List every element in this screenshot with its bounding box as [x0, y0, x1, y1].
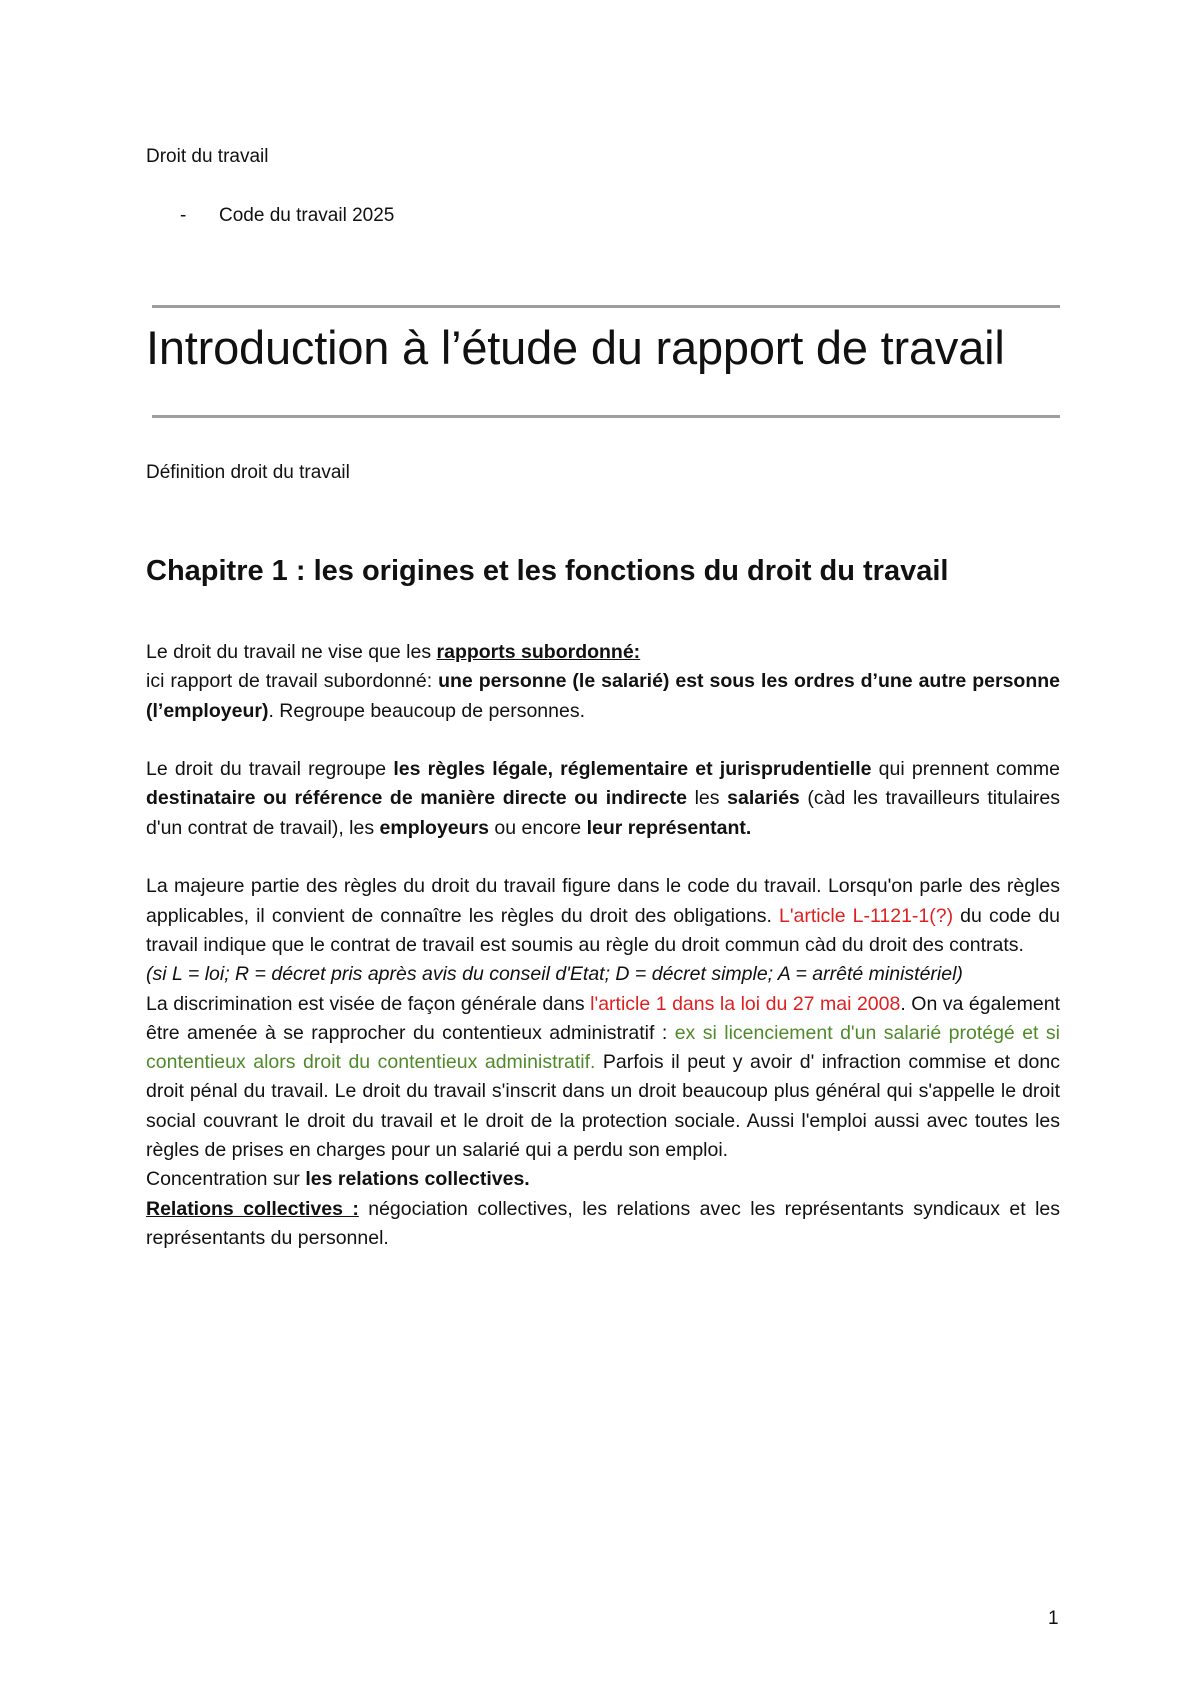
paragraph-4	[146, 872, 1060, 960]
p3-s1: Le droit du travail regroupe	[146, 758, 394, 781]
bullet-marker: -	[180, 205, 187, 226]
p6-example: ex si licenciement d'un salarié protégé et si contentieux alors droit du contentieux administratif.	[146, 1021, 1060, 1074]
p3-b4: employeurs	[379, 816, 489, 839]
p6-law-ref: l'article 1 dans la loi du 27 mai 2008	[590, 992, 901, 1015]
p7-bold: les relations collectives.	[305, 1168, 530, 1191]
body-text	[146, 638, 1060, 1253]
page-title: Introduction à l’étude du rapport de travail	[146, 321, 1005, 374]
p2-rest: . Regroupe beaucoup de personnes.	[268, 699, 586, 722]
paragraph-5	[146, 960, 1060, 989]
p1-term: rapports subordonné:	[436, 641, 641, 663]
title-top-rule	[152, 305, 1060, 308]
p3-s5: ou encore	[488, 816, 587, 839]
p3-s3: les	[686, 787, 728, 810]
p3-s4: (càd les travailleurs titulaires d'un contrat de travail), les	[146, 787, 1060, 839]
p6-s1: La discrimination est visée de façon générale dans	[146, 992, 591, 1015]
p4-article-ref: L'article L-1121-1(?)	[778, 904, 954, 927]
paragraph-6	[146, 990, 1060, 1166]
p6-s3: Parfois il peut y avoir d' infraction commise et donc droit pénal du travail. Le droit du travail s'inscrit dans un droit beaucoup plus général qui s'appelle le droit social couvrant le droit du travail et le droit de la protection sociale. Aussi l'emploi aussi avec toutes les règles de prises en charges pour un salarié qui a perdu son emploi.	[146, 1051, 1060, 1162]
p8-rest: négociation collectives, les relations avec les représentants syndicaux et les représentants du personnel.	[146, 1197, 1060, 1249]
paragraph-7	[146, 1165, 1060, 1194]
definition-heading: Définition droit du travail	[146, 462, 350, 483]
p3-s2: qui prennent comme	[871, 758, 1060, 781]
p2-intro: ici rapport de travail subordonné:	[146, 670, 439, 693]
p1-intro: Le droit du travail ne vise que les	[146, 641, 437, 663]
title-bottom-rule	[152, 415, 1060, 418]
p2-bold: une personne (le salarié) est sous les ordres d’une autre personne (l’employeur)	[146, 670, 1060, 722]
p4-s2: du code du travail indique que le contrat de travail est soumis au règle du droit commun càd du droit des contrats.	[146, 904, 1061, 956]
p4-s1: La majeure partie des règles du droit du travail figure dans le code du travail. Lorsqu'on parle des règles applicables, il convient de connaître les règles du droit des obligations.	[146, 875, 1060, 927]
p3-b5: leur représentant.	[586, 816, 752, 839]
bullet-text: Code du travail 2025	[219, 205, 395, 226]
p3-b1: les règles légale, réglementaire et jurisprudentielle	[393, 758, 872, 781]
p5-legend: (si L = loi; R = décret pris après avis du conseil d'Etat; D = décret simple; A = arrêté ministériel)	[146, 963, 963, 986]
p3-b2: destinataire ou référence de manière directe ou indirecte	[146, 787, 687, 810]
p7-s1: Concentration sur	[146, 1168, 306, 1191]
p6-s2: . On va également être amenée à se rapprocher du contentieux administratif :	[146, 992, 1060, 1044]
chapter-heading: Chapitre 1 : les origines et les fonctions du droit du travail	[146, 555, 949, 587]
paragraph-2	[146, 667, 1060, 726]
paragraph-8	[146, 1195, 1060, 1254]
paragraph-3	[146, 755, 1060, 843]
p8-term: Relations collectives :	[146, 1197, 359, 1220]
page-number: 1	[1048, 1608, 1059, 1629]
bullet-item	[146, 205, 394, 227]
p3-b3: salariés	[727, 787, 800, 810]
subject-line: Droit du travail	[146, 146, 269, 167]
paragraph-1	[146, 638, 1060, 667]
